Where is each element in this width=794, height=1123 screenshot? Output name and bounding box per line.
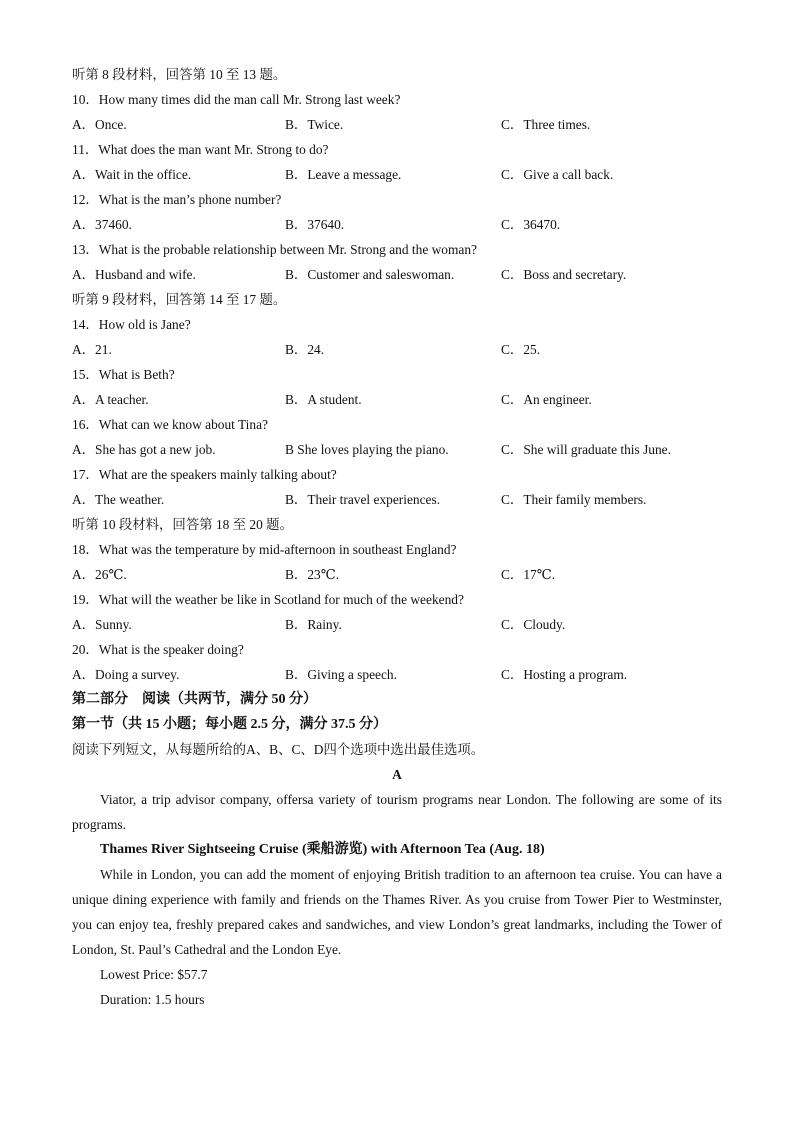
question: 19．What will the weather be like in Scotland for much of the weekend? — [72, 592, 464, 607]
option-c: C．Their family members. — [501, 492, 647, 507]
option-a: A．21. — [72, 342, 112, 357]
option-c: C．An engineer. — [501, 392, 592, 407]
option-b: B．24. — [285, 342, 325, 357]
option-c: C．Three times. — [501, 117, 591, 132]
option-b: B．A student. — [285, 392, 362, 407]
exam-page — [72, 62, 722, 1012]
question: 15．What is Beth? — [72, 367, 175, 382]
options-row — [72, 487, 722, 512]
options-row — [72, 612, 722, 637]
section-header: 听第 9 段材料，回答第 14 至 17 题。 — [72, 292, 287, 307]
option-b: B．37640. — [285, 217, 345, 232]
option-c: C．Give a call back. — [501, 167, 614, 182]
option-b: B．Customer and saleswoman. — [285, 267, 455, 282]
passage-label: A — [392, 767, 402, 782]
option-a: A．Sunny. — [72, 617, 132, 632]
option-a: A．A teacher. — [72, 392, 149, 407]
options-row — [72, 337, 722, 362]
question: 11．What does the man want Mr. Strong to do? — [72, 142, 329, 157]
options-row — [72, 562, 722, 587]
passage-intro: Viator, a trip advisor company, offersa variety of tourism programs near London. The following are some of its programs. — [72, 792, 722, 832]
options-row — [72, 162, 722, 187]
option-c: C．She will graduate this June. — [501, 442, 671, 457]
option-b: B．Leave a message. — [285, 167, 402, 182]
program-price: Lowest Price: $57.7 — [100, 967, 208, 982]
option-b: B．Their travel experiences. — [285, 492, 441, 507]
option-c: C．Cloudy. — [501, 617, 566, 632]
option-b: B．Rainy. — [285, 617, 342, 632]
question: 14．How old is Jane? — [72, 317, 191, 332]
question: 17．What are the speakers mainly talking about? — [72, 467, 337, 482]
option-b: B．23℃. — [285, 567, 340, 582]
options-row — [72, 387, 722, 412]
section-header: 听第 10 段材料，回答第 18 至 20 题。 — [72, 517, 293, 532]
part-title: 第二部分 阅读（共两节，满分 50 分） — [72, 692, 317, 707]
question: 12．What is the man’s phone number? — [72, 192, 282, 207]
instruction: 阅读下列短文，从每题所给的A、B、C、D四个选项中选出最佳选项。 — [72, 742, 485, 757]
option-c: C．17℃. — [501, 567, 556, 582]
option-b: B．Twice. — [285, 117, 344, 132]
option-a: A．Husband and wife. — [72, 267, 196, 282]
option-a: A．Doing a survey. — [72, 667, 180, 682]
option-a: A．26℃. — [72, 567, 127, 582]
option-b: B She loves playing the piano. — [285, 442, 449, 457]
section-header: 听第 8 段材料，回答第 10 至 13 题。 — [72, 67, 287, 82]
option-a: A．The weather. — [72, 492, 165, 507]
option-a: A．Once. — [72, 117, 127, 132]
question: 16．What can we know about Tina? — [72, 417, 268, 432]
options-row — [72, 212, 722, 237]
option-c: C．Boss and secretary. — [501, 267, 627, 282]
options-row — [72, 662, 722, 687]
options-row — [72, 112, 722, 137]
question: 20．What is the speaker doing? — [72, 642, 244, 657]
option-b: B．Giving a speech. — [285, 667, 397, 682]
question: 13．What is the probable relationship between Mr. Strong and the woman? — [72, 242, 477, 257]
program-body: While in London, you can add the moment of enjoying British tradition to an afternoon tea cruise. You can have a unique dining experience with family and friends on the Thames River. As you cruise from Tower Pier to Westminster, you can enjoy tea, freshly prepared cakes and sandwiches, and view London’s great landmarks, including the Tower of London, St. Paul’s Cathedral and the London Eye. — [72, 867, 722, 957]
program-title: Thames River Sightseeing Cruise (乘船游览) with Afternoon Tea (Aug. 18) — [100, 842, 545, 857]
program-duration: Duration: 1.5 hours — [100, 992, 205, 1007]
option-c: C．36470. — [501, 217, 561, 232]
section-title: 第一节（共 15 小题；每小题 2.5 分，满分 37.5 分） — [72, 717, 387, 732]
options-row — [72, 437, 722, 462]
question: 18．What was the temperature by mid-afternoon in southeast England? — [72, 542, 457, 557]
option-a: A．Wait in the office. — [72, 167, 192, 182]
option-c: C．25. — [501, 342, 541, 357]
option-a: A．37460. — [72, 217, 132, 232]
option-a: A．She has got a new job. — [72, 442, 216, 457]
option-c: C．Hosting a program. — [501, 667, 628, 682]
options-row — [72, 262, 722, 287]
question: 10．How many times did the man call Mr. Strong last week? — [72, 92, 401, 107]
